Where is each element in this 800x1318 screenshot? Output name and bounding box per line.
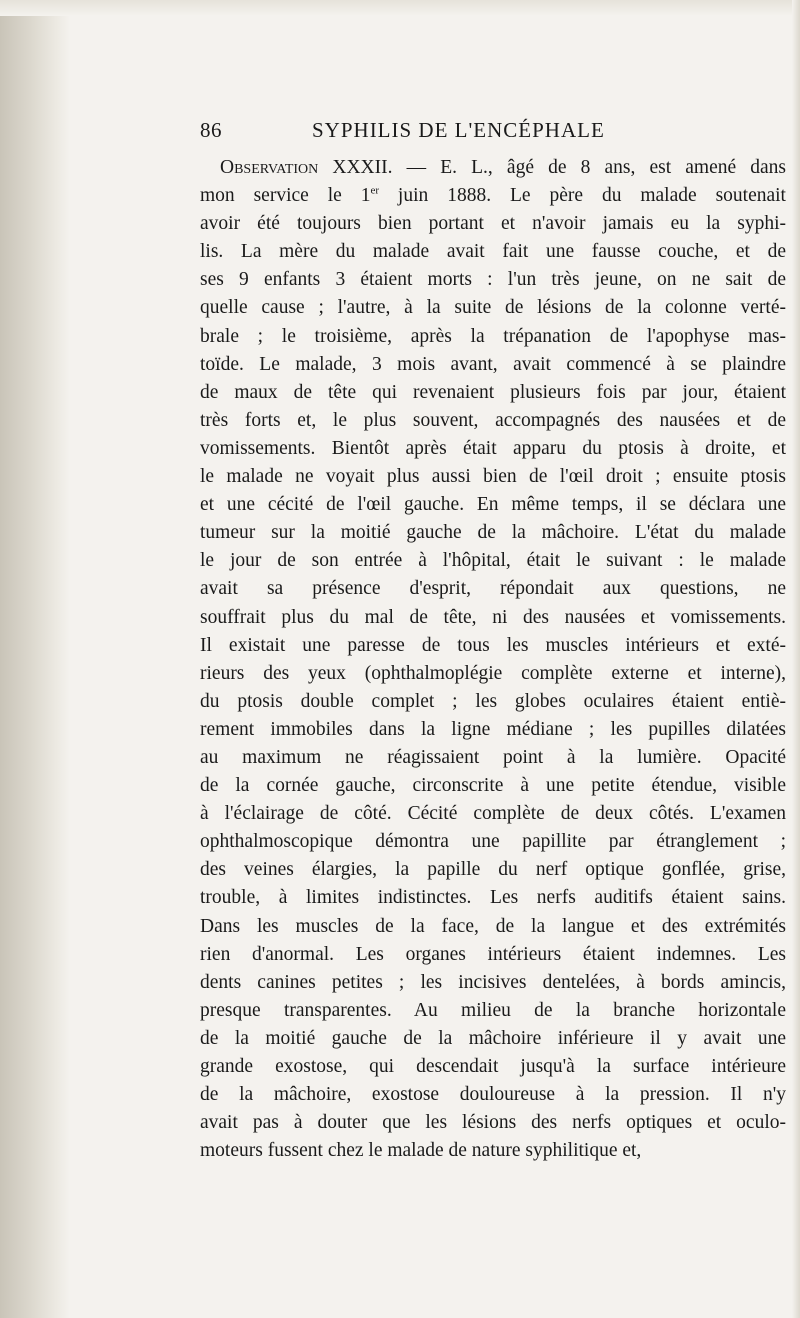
page-top-shadow bbox=[0, 0, 800, 16]
text-line: tumeur sur la moitié gauche de la mâchoire. L'état du malade bbox=[200, 522, 786, 544]
text-line: ses 9 enfants 3 étaient morts : l'un très jeune, on ne sait de bbox=[200, 269, 786, 291]
text-line: trouble, à limites indistinctes. Les nerfs auditifs étaient sains. bbox=[200, 887, 786, 909]
observation-label: Observation XXXII. bbox=[220, 157, 393, 178]
text-line: de maux de tête qui revenaient plusieurs fois par jour, étaient bbox=[200, 381, 786, 403]
text-line: dents canines petites ; les incisives dentelées, à bords amincis, bbox=[200, 971, 786, 993]
running-head bbox=[200, 118, 786, 146]
text-line: moteurs fussent chez le malade de nature syphilitique et, bbox=[200, 1140, 642, 1162]
text-line: toïde. Le malade, 3 mois avant, avait commencé à se plaindre bbox=[200, 353, 786, 375]
text-line: rement immobiles dans la ligne médiane ; les pupilles dilatées bbox=[200, 718, 786, 740]
text-line: Il existait une paresse de tous les muscles intérieurs et exté- bbox=[200, 634, 786, 656]
text-line: vomissements. Bientôt après était apparu du ptosis à droite, et bbox=[200, 437, 786, 459]
book-binding-gutter bbox=[0, 0, 70, 1318]
text-line: grande exostose, qui descendait jusqu'à la surface intérieure bbox=[200, 1056, 786, 1077]
text-line: presque transparentes. Au milieu de la branche horizontale bbox=[200, 999, 786, 1021]
page-right-edge bbox=[792, 0, 800, 1318]
text-line: au maximum ne réagissaient point à la lumière. Opacité bbox=[200, 746, 786, 768]
text-line: rien d'anormal. Les organes intérieurs étaient indemnes. Les bbox=[200, 943, 786, 965]
text-line bbox=[200, 154, 786, 182]
text-line: de la cornée gauche, circonscrite à une petite étendue, visible bbox=[200, 775, 786, 797]
text-line: lis. La mère du malade avait fait une fausse couche, et de bbox=[200, 241, 786, 263]
text-line: le malade ne voyait plus aussi bien de l'œil droit ; ensuite ptosis bbox=[200, 466, 786, 488]
text-line: et une cécité de l'œil gauche. En même temps, il se déclara une bbox=[200, 494, 786, 516]
text-line: ophthalmoscopique démontra une papillite par étranglement ; bbox=[200, 831, 786, 853]
text-line: avait pas à douter que les lésions des nerfs optiques et oculo- bbox=[200, 1112, 786, 1134]
running-title: SYPHILIS DE L'ENCÉPHALE bbox=[312, 118, 605, 142]
observation-text bbox=[200, 154, 786, 1165]
text-line: le jour de son entrée à l'hôpital, était le suivant : le malade bbox=[200, 550, 786, 572]
text-line: à l'éclairage de côté. Cécité complète de deux côtés. L'examen bbox=[200, 803, 786, 825]
page-number: 86 bbox=[200, 118, 222, 142]
observation-intro: — E. L., âgé de 8 ans, est amené dans bbox=[392, 157, 786, 178]
text-line: du ptosis double complet ; les globes oculaires étaient entiè- bbox=[200, 690, 786, 712]
text-line: quelle cause ; l'autre, à la suite de lésions de la colonne verté- bbox=[200, 297, 786, 319]
text-line: très forts et, le plus souvent, accompagnés des nausées et de bbox=[200, 409, 786, 431]
text-line: des veines élargies, la papille du nerf optique gonflée, grise, bbox=[200, 859, 786, 881]
text-line: rieurs des yeux (ophthalmoplégie complète externe et interne), bbox=[200, 662, 786, 684]
text-line: Dans les muscles de la face, de la langue et des extrémités bbox=[200, 915, 786, 937]
text-line: brale ; le troisième, après la trépanation de l'apophyse mas- bbox=[200, 325, 786, 347]
text-line: avait sa présence d'esprit, répondait aux questions, ne bbox=[200, 578, 786, 600]
text-line: avoir été toujours bien portant et n'avoir jamais eu la syphi- bbox=[200, 213, 786, 235]
text-line: de la mâchoire, exostose douloureuse à la pression. Il n'y bbox=[200, 1084, 786, 1106]
text-line: de la moitié gauche de la mâchoire inférieure il y avait une bbox=[200, 1027, 786, 1049]
book-page bbox=[200, 118, 786, 1165]
text-line: souffrait plus du mal de tête, ni des nausées et vomissements. bbox=[200, 606, 786, 628]
text-line: mon service le 1er juin 1888. Le père du malade soutenait bbox=[200, 184, 786, 207]
